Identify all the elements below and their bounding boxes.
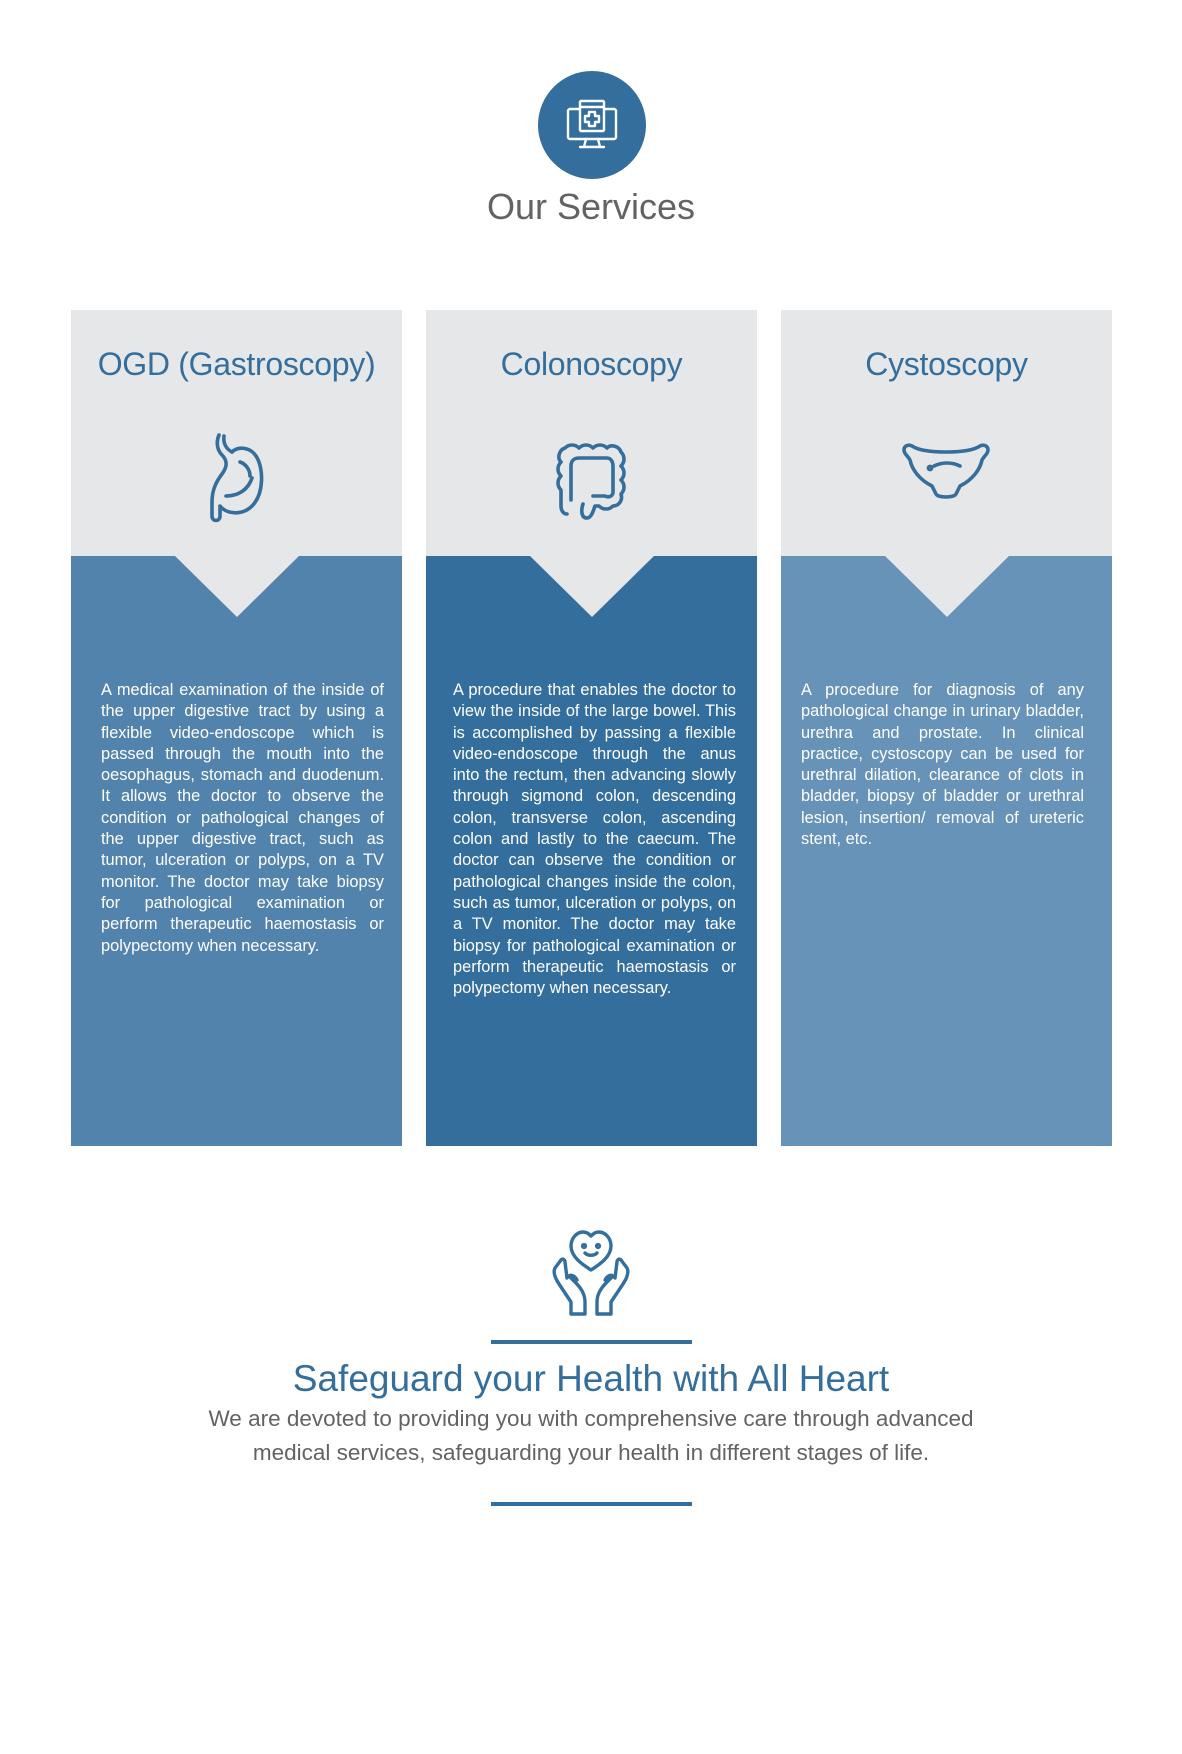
card-body <box>781 556 1112 1146</box>
bladder-icon <box>896 430 996 530</box>
tagline: Safeguard your Health with All Heart <box>292 1358 890 1399</box>
heart-hands-icon <box>541 1222 641 1322</box>
divider-top <box>491 1340 692 1344</box>
service-title: OGD (Gastroscopy) <box>97 346 376 382</box>
service-description: A procedure that enables the doctor to view the inside of the large bowel. This is accomplished by passing a flexible video-endoscope through the anus into the rectum, then advancing slowly through sigmond colon, descending colon, transverse colon, ascending colon and lastly to the caecum. The doctor can observe the condition or pathological changes inside the colon, such as tumor, ulceration or polyps, on a TV monitor. The doctor may take biopsy for pathological examination or perform therapeutic haemostasis or polypectomy when necessary. <box>453 681 736 998</box>
service-title: Colonoscopy <box>500 346 683 382</box>
service-title: Cystoscopy <box>865 346 1028 382</box>
card-notch <box>529 555 655 617</box>
service-description: A procedure for diagnosis of any pathological change in urinary bladder, urethra and prostate. In clinical practice, cystoscopy can be used for urethral dilation, clearance of clots in bladder, biopsy of bladder or urethral lesion, insertion/ removal of ureteric stent, etc. <box>801 681 1084 849</box>
service-description: A medical examination of the inside of the upper digestive tract by using a flexible video-endoscope which is passed through the mouth into the oesophagus, stomach and duodenum. It allows the doctor to observe the condition or pathological changes of the upper digestive tract, such as tumor, ulceration or polyps, on a TV monitor. The doctor may take biopsy for pathological examination or perform therapeutic haemostasis or polypectomy when necessary. <box>101 681 384 955</box>
card-notch <box>884 555 1010 617</box>
medical-monitor-icon <box>538 71 646 179</box>
service-card-ogd <box>71 310 402 1146</box>
colon-icon <box>541 430 641 530</box>
service-card-cystoscopy <box>781 310 1112 1146</box>
page-title: Our Services <box>486 186 696 227</box>
divider-bottom <box>491 1502 692 1506</box>
subline: We are devoted to providing you with comprehensive care through advanced <box>208 1406 974 1431</box>
stomach-icon <box>186 430 286 530</box>
card-notch <box>174 555 300 617</box>
service-card-colonoscopy <box>426 310 757 1146</box>
subline: medical services, safeguarding your health in different stages of life. <box>252 1440 930 1465</box>
